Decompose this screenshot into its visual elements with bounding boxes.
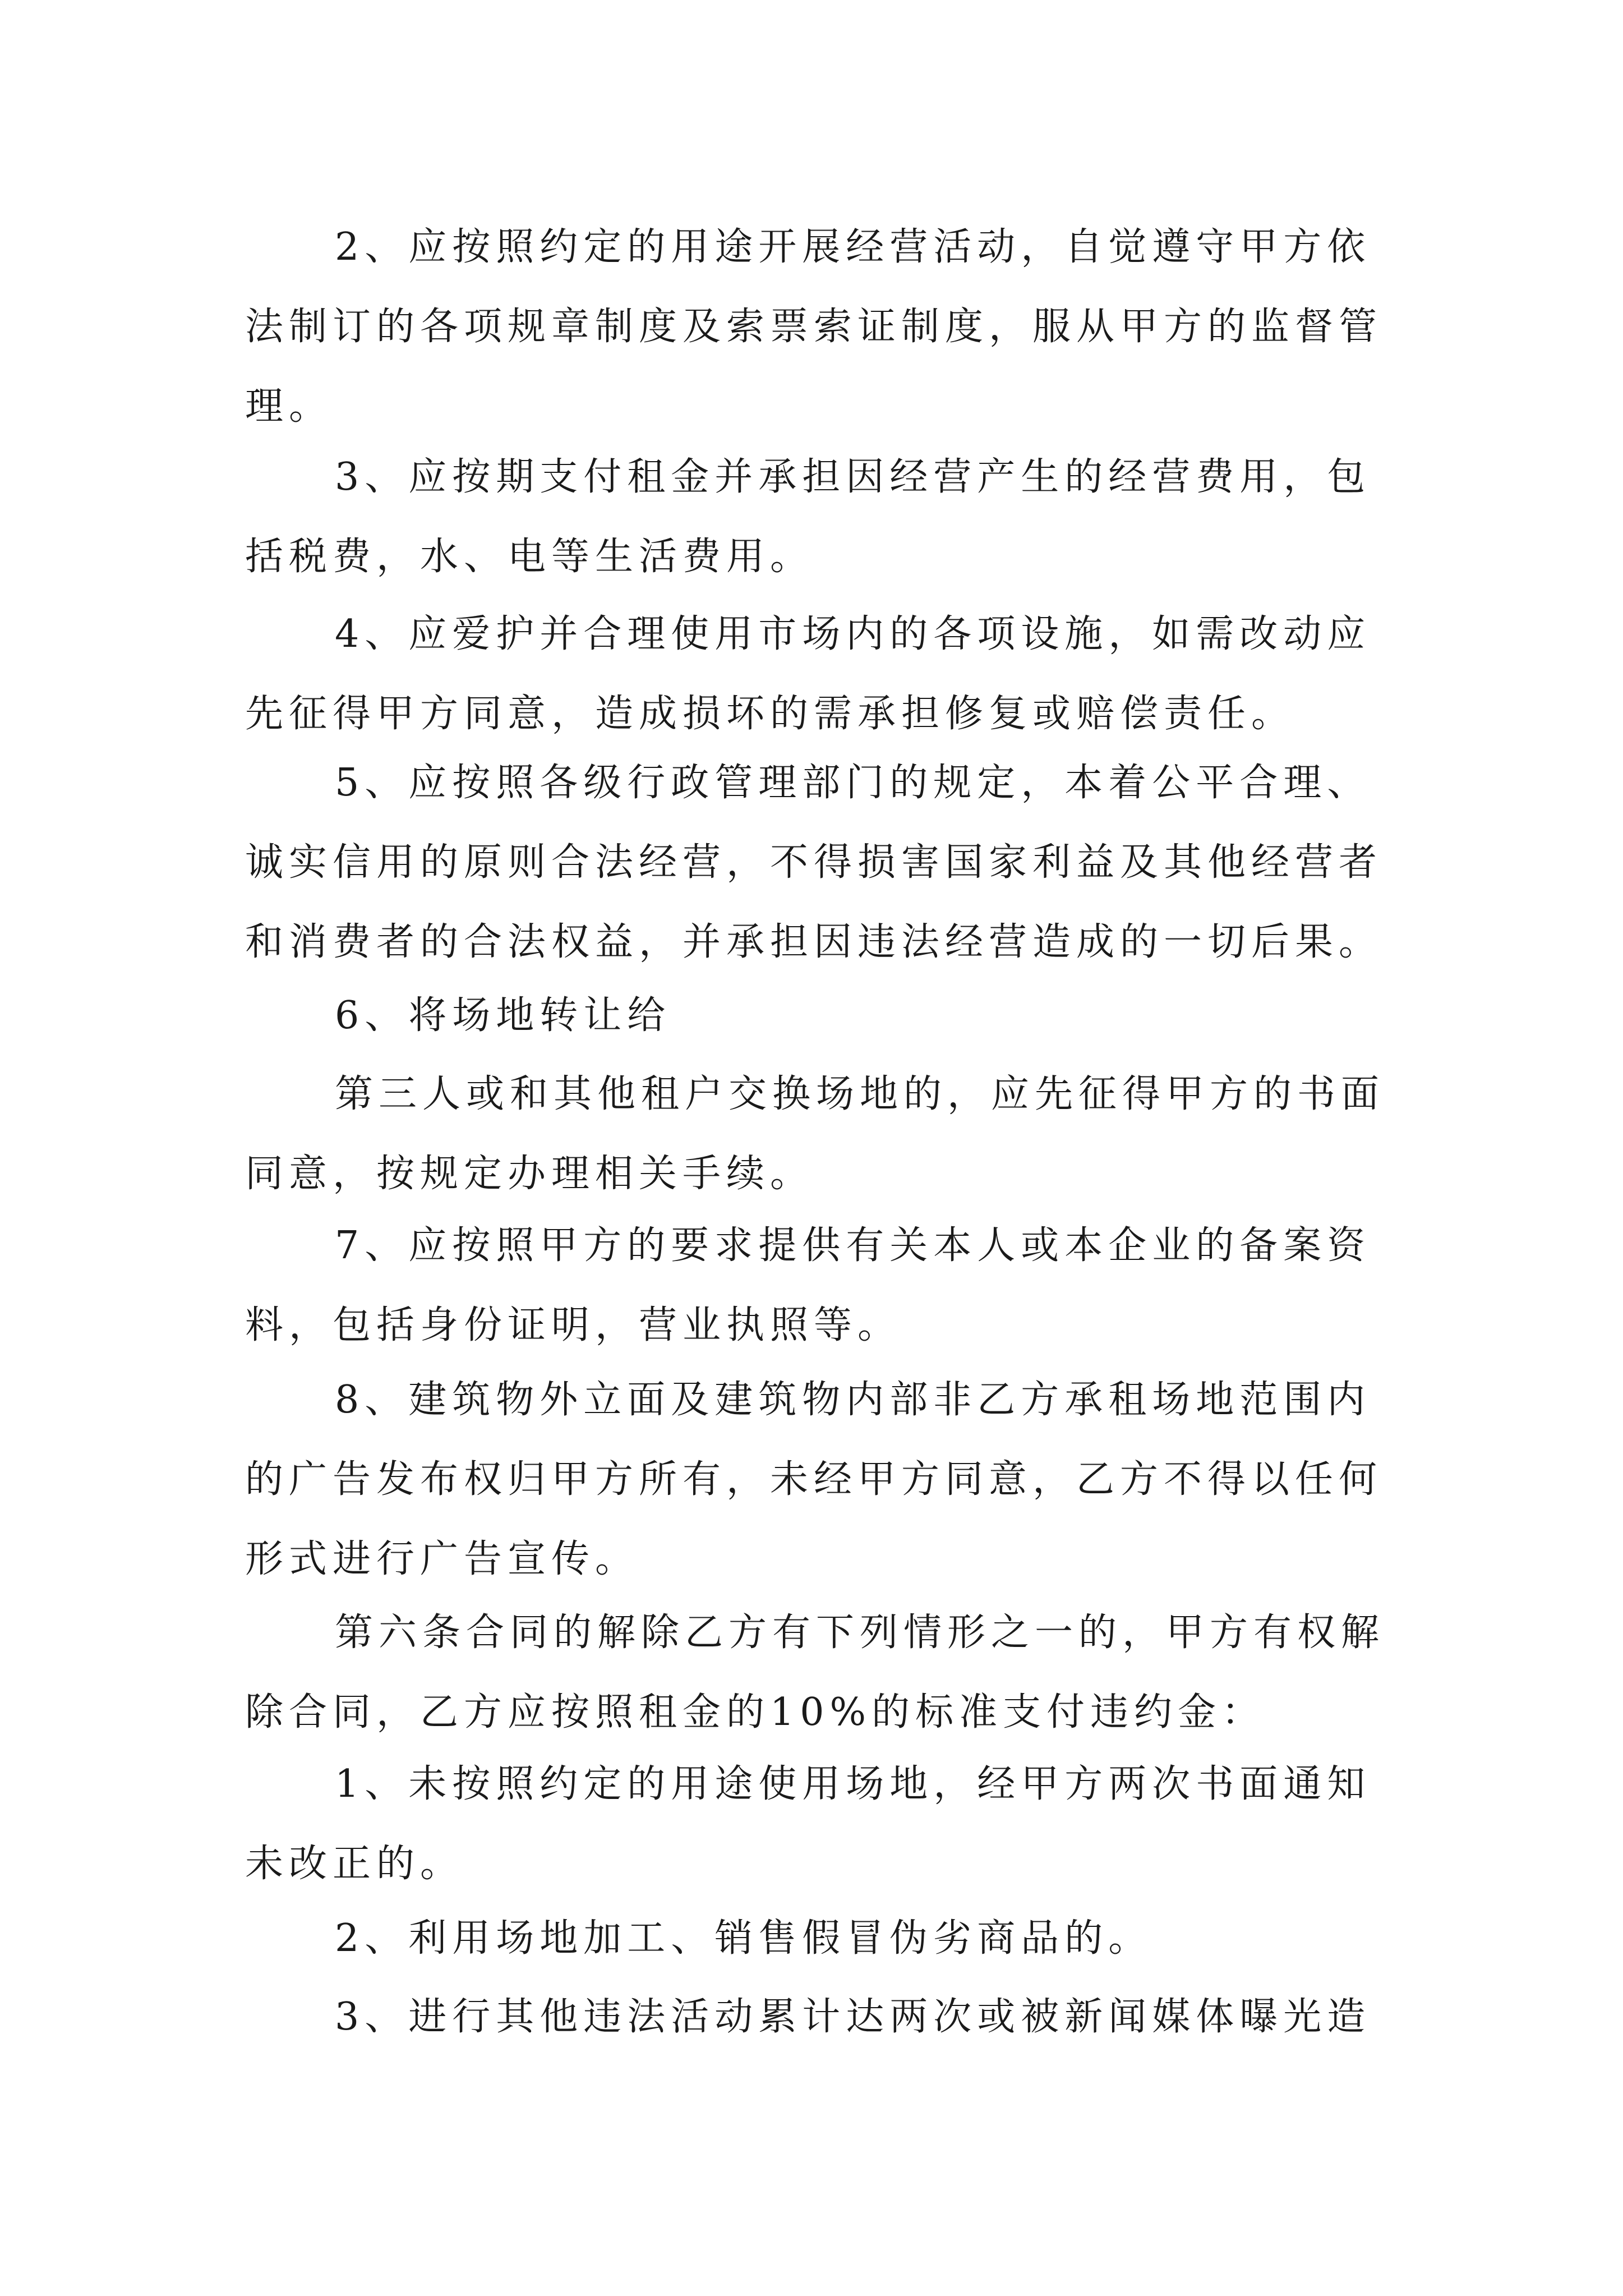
termination-item-1 [245,1745,1389,1904]
clause-item-6-continued [245,1055,1389,1214]
text-line: 诚实信用的原则合法经营，不得损害国家利益及其他经营者 [245,840,1383,885]
text-line: 法制订的各项规章制度及索票索证制度，服从甲方的监督管 [245,305,1383,349]
clause-item-3 [245,438,1389,597]
text-line: 1、未按照约定的用途使用场地，经甲方两次书面通知 [335,1762,1371,1806]
text-line: 理。 [245,384,333,429]
text-line: 的广告发布权归甲方所有，未经甲方同意，乙方不得以任何 [245,1457,1383,1502]
text-line: 括税费，水、电等生活费用。 [245,535,814,579]
clause-item-6 [245,976,1389,1056]
termination-item-2 [245,1899,1389,1978]
clause-item-2 [245,208,1389,447]
text-line: 形式进行广告宣传。 [245,1537,639,1581]
text-line: 2、利用场地加工、销售假冒伪劣商品的。 [335,1916,1152,1961]
text-line: 5、应按照各级行政管理部门的规定，本着公平合理、 [335,761,1371,805]
text-line: 除合同，乙方应按照租金的10%的标准支付违约金： [245,1690,1266,1734]
text-line: 同意，按规定办理相关手续。 [245,1152,814,1196]
text-line: 第三人或和其他租户交换场地的，应先征得甲方的书面 [335,1072,1385,1116]
clause-item-5 [245,743,1389,982]
text-line: 先征得甲方同意，造成损坏的需承担修复或赔偿责任。 [245,692,1295,736]
clause-item-7 [245,1206,1389,1365]
text-line: 料，包括身份证明，营业执照等。 [245,1303,902,1347]
clause-item-8 [245,1360,1389,1599]
clause-item-4 [245,595,1389,754]
text-line: 第六条合同的解除乙方有下列情形之一的，甲方有权解 [335,1611,1385,1655]
text-line: 6、将场地转让给 [335,993,671,1038]
text-line: 未改正的。 [245,1842,464,1886]
text-line: 3、应按期支付租金并承担因经营产生的经营费用，包 [335,455,1371,499]
text-line: 2、应按照约定的用途开展经营活动，自觉遵守甲方依 [335,225,1371,269]
text-line: 和消费者的合法权益，并承担因违法经营造成的一切后果。 [245,920,1383,964]
article-six-termination [245,1593,1389,1752]
text-line: 8、建筑物外立面及建筑物内部非乙方承租场地范围内 [335,1378,1371,1422]
text-line: 4、应爱护并合理使用市场内的各项设施，如需改动应 [335,612,1371,656]
text-line: 3、进行其他违法活动累计达两次或被新闻媒体曝光造 [335,1995,1371,2039]
text-line: 7、应按照甲方的要求提供有关本人或本企业的备案资 [335,1223,1371,1268]
termination-item-3 [245,1977,1389,2057]
